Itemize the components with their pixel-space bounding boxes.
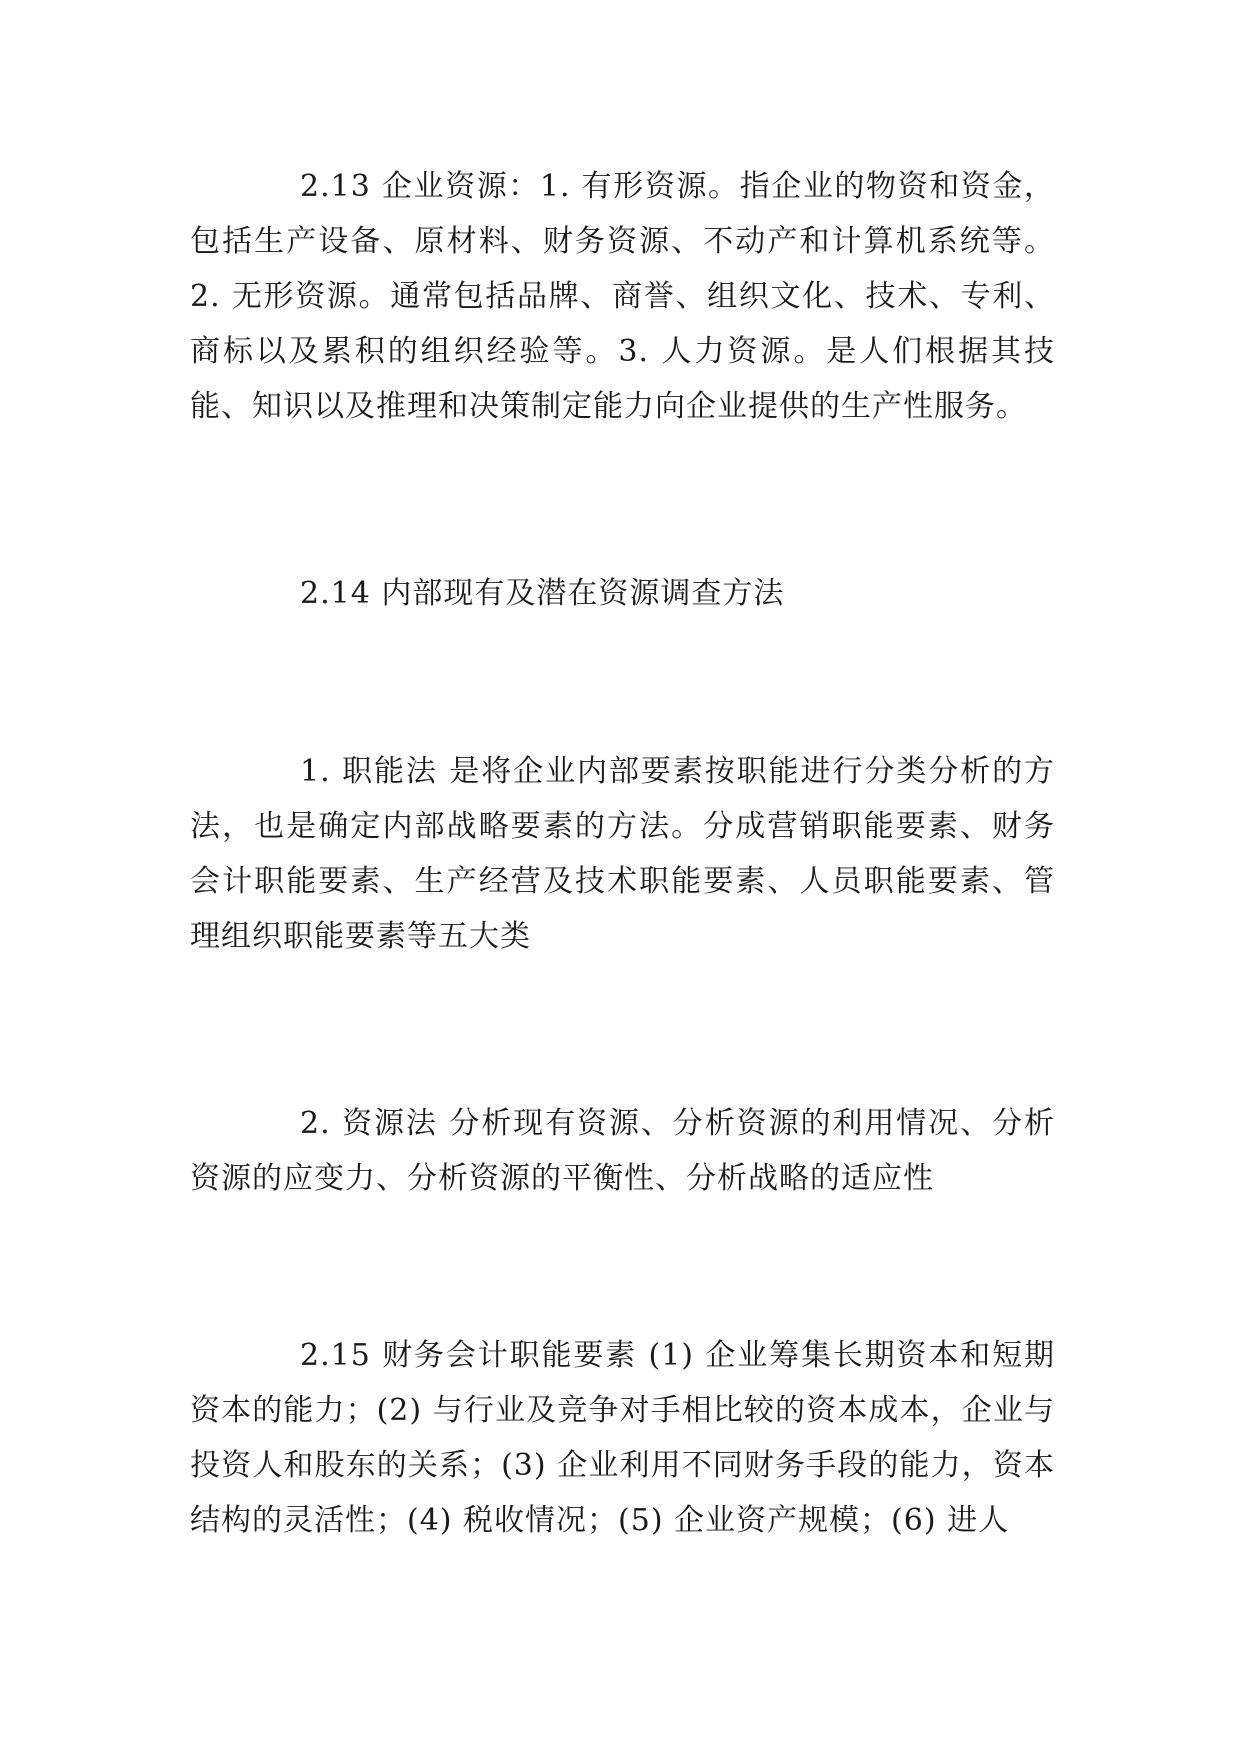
paragraph-enterprise-resources: 2.13 企业资源：1. 有形资源。指企业的物资和资金，包括生产设备、原材料、财务资源、不动产和计算机系统等。2. 无形资源。通常包括品牌、商誉、组织文化、技术、专利、商标以及累积的组织经验等。3. 人力资源。是人们根据其技能、知识以及推理和决策制定能力向企业提供的生产性服务。 — [190, 169, 1055, 424]
paragraph-heading-survey-methods: 2.14 内部现有及潜在资源调查方法 — [300, 576, 785, 611]
paragraph-resource-method: 2. 资源法 分析现有资源、分析资源的利用情况、分析资源的应变力、分析资源的平衡性、分析战略的适应性 — [190, 1106, 1055, 1196]
paragraph-function-method: 1. 职能法 是将企业内部要素按职能进行分类分析的方法，也是确定内部战略要素的方法。分成营销职能要素、财务会计职能要素、生产经营及技术职能要素、人员职能要素、管理组织职能要素等五大类 — [190, 754, 1055, 954]
paragraph-finance-accounting-elements: 2.15 财务会计职能要素 (1) 企业筹集长期资本和短期资本的能力；(2) 与行业及竞争对手相比较的资本成本，企业与投资人和股东的关系；(3) 企业利用不同财务手段的能力，资本结构的灵活性；(4) 税收情况；(5) 企业资产规模；(6) 进人 — [190, 1338, 1055, 1538]
